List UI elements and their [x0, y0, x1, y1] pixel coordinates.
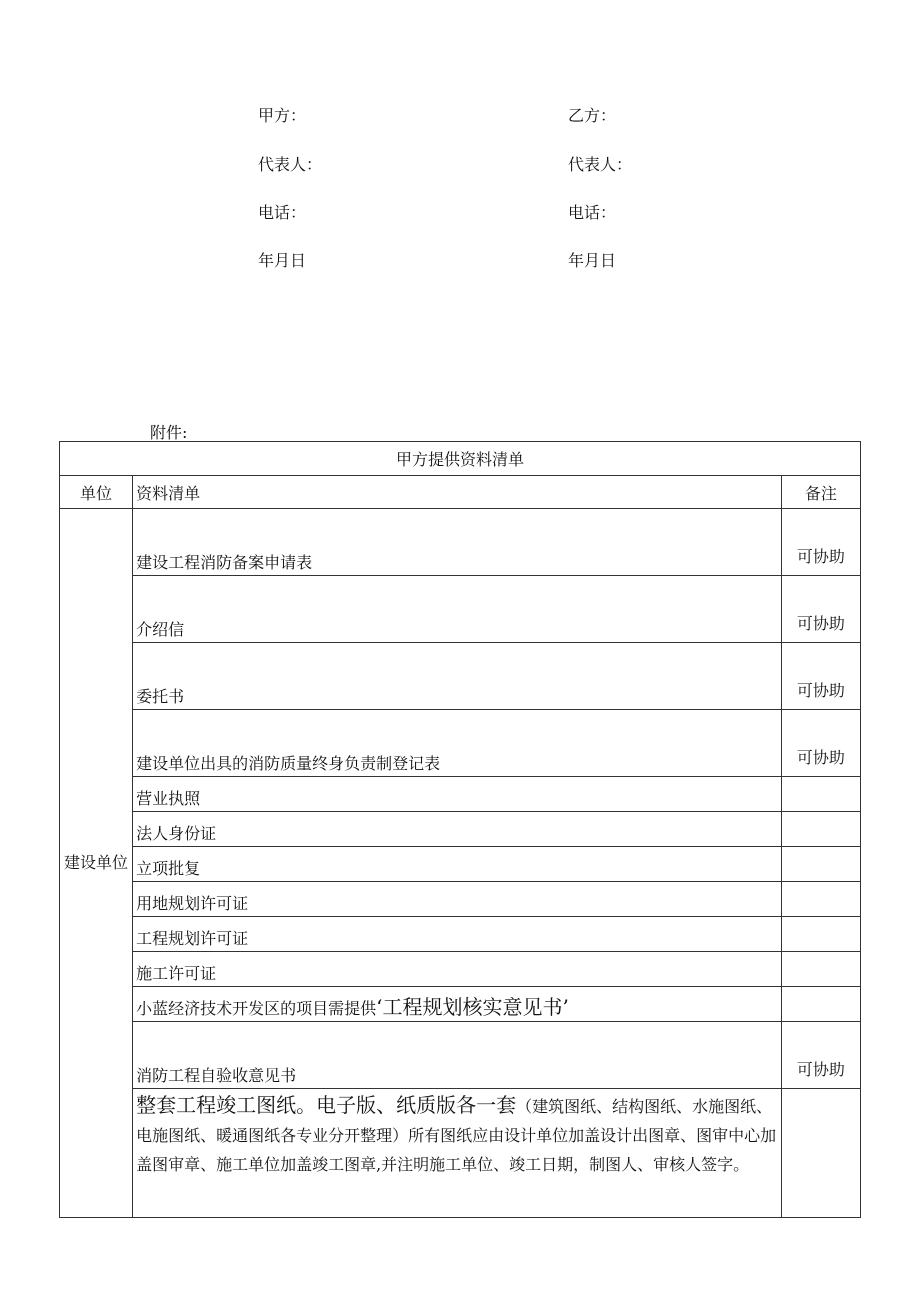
table-title-row	[60, 442, 861, 476]
item-cell: 立项批复	[133, 847, 782, 882]
final-item-lead: 整套工程竣工图纸。电子版、纸质版各一套	[136, 1093, 517, 1117]
final-item-cell	[133, 1089, 782, 1218]
table-row	[60, 917, 861, 952]
table-row	[60, 882, 861, 917]
table-row	[60, 952, 861, 987]
note-cell	[781, 917, 860, 952]
item-cell: 消防工程自验收意见书	[133, 1022, 782, 1089]
table-title: 甲方提供资料清单	[60, 442, 861, 476]
attachment-label: 附件:	[150, 423, 188, 442]
item-cell: 用地规划许可证	[133, 882, 782, 917]
item-cell: 建设工程消防备案申请表	[133, 509, 782, 576]
note-cell: 可协助	[781, 1022, 860, 1089]
item-cell: 施工许可证	[133, 952, 782, 987]
note-cell: 可协助	[781, 576, 860, 643]
note-cell	[781, 812, 860, 847]
table-header-row	[60, 476, 861, 509]
item-cell: 建设单位出具的消防质量终身负责制登记表	[133, 710, 782, 777]
note-cell	[781, 987, 860, 1022]
note-cell	[781, 777, 860, 812]
note-cell: 可协助	[781, 509, 860, 576]
table-row	[60, 643, 861, 710]
table-row	[60, 576, 861, 643]
item-cell	[133, 987, 782, 1022]
table-row	[60, 987, 861, 1022]
table-row	[60, 710, 861, 777]
table-row	[60, 509, 861, 576]
header-note: 备注	[781, 476, 860, 509]
party-b-rep: 代表人：	[568, 155, 633, 174]
unit-name: 建设单位	[64, 853, 129, 872]
item-cell: 工程规划许可证	[133, 917, 782, 952]
note-cell	[781, 847, 860, 882]
materials-table	[59, 441, 861, 1218]
item-cell: 介绍信	[133, 576, 782, 643]
table-row	[60, 847, 861, 882]
item-cell: 委托书	[133, 643, 782, 710]
note-cell	[781, 952, 860, 987]
party-a-rep: 代表人：	[258, 155, 323, 174]
item-cell: 法人身份证	[133, 812, 782, 847]
item-quote: ‘工程规划核实意见书’	[376, 995, 569, 1019]
unit-cell	[60, 509, 133, 1218]
table-row	[60, 777, 861, 812]
table-row-final	[60, 1089, 861, 1218]
table-row	[60, 1022, 861, 1089]
party-b-date: 年月日	[568, 251, 617, 270]
party-a-date: 年月日	[258, 251, 307, 270]
item-cell: 营业执照	[133, 777, 782, 812]
party-b-label: 乙方：	[568, 106, 617, 125]
final-item-detail: （建筑图纸、结构图纸、水施图纸、电施图纸、暖通图纸各专业分开整理）所有图纸应由设计单位加盖设计出图章、图审中心加盖图审章、施工单位加盖竣工图章,并注明施工单位、竣工日期，制图人、审核人签字。	[136, 1097, 777, 1174]
party-b-phone: 电话：	[568, 203, 617, 222]
item-prefix: 小蓝经济技术开发区的项目需提供	[136, 999, 377, 1018]
note-cell: 可协助	[781, 710, 860, 777]
party-a-phone: 电话：	[258, 203, 307, 222]
party-a-label: 甲方：	[258, 106, 307, 125]
header-unit: 单位	[60, 476, 133, 509]
header-items: 资料清单	[133, 476, 782, 509]
note-cell: 可协助	[781, 643, 860, 710]
table-row	[60, 812, 861, 847]
note-cell	[781, 1089, 860, 1218]
note-cell	[781, 882, 860, 917]
